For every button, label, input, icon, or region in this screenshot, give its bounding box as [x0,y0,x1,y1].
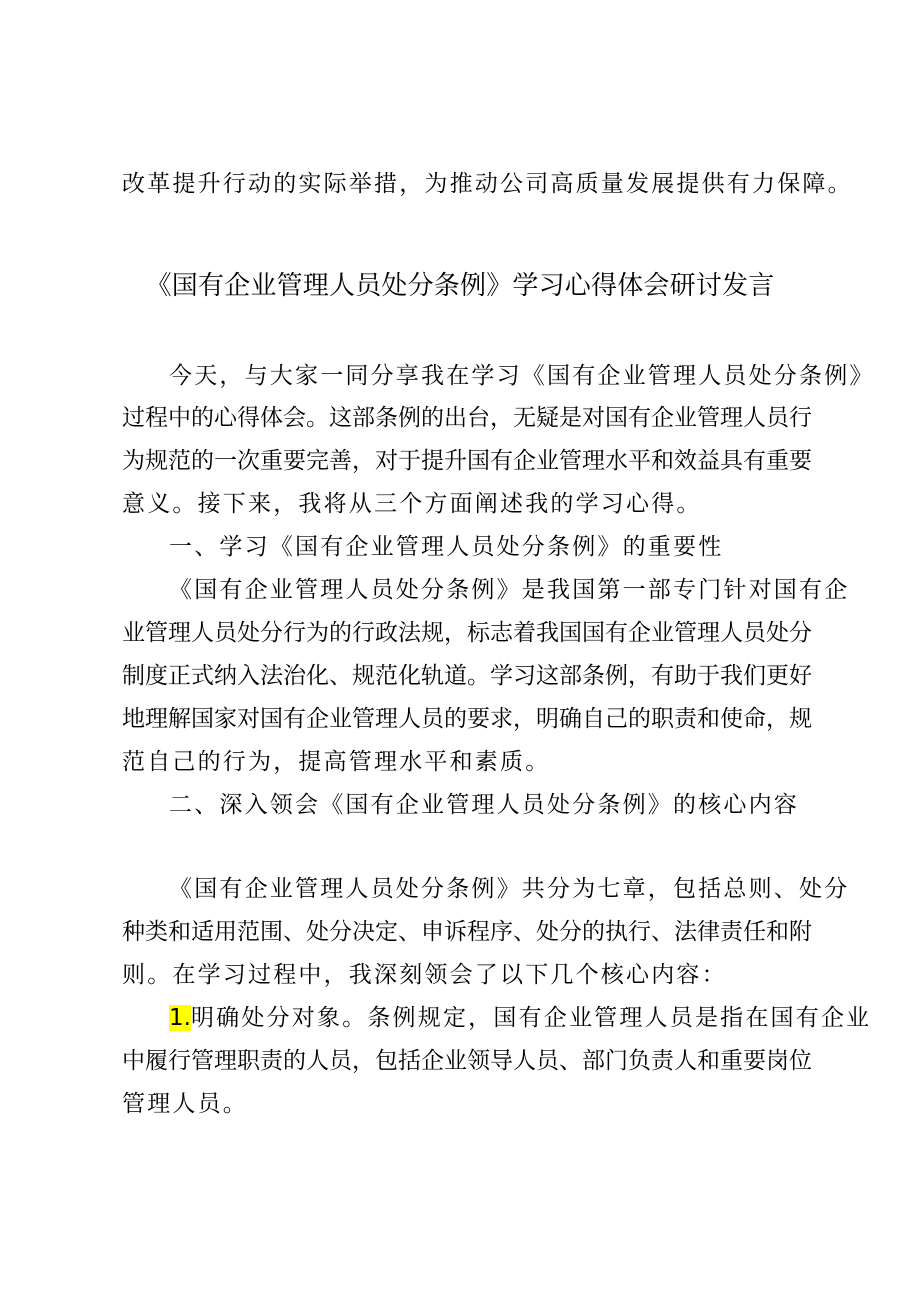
item1-line-1 [169,1002,871,1034]
item1-text: 明确处分对象。条例规定，国有企业管理人员是指在国有企业 [190,1005,872,1031]
intro-line-4: 意义。接下来，我将从三个方面阐述我的学习心得。 [122,491,702,517]
item1-line-2: 中履行管理职责的人员，包括企业领导人员、部门负责人和重要岗位 [122,1048,812,1074]
section2-line-3: 则。在学习过程中，我深刻领会了以下几个核心内容： [122,962,727,988]
item1-number-highlight: 1. [169,1005,191,1031]
section1-line-1: 《国有企业管理人员处分条例》是我国第一部专门针对国有企 [169,577,850,603]
item1-line-3: 管理人员。 [122,1091,248,1117]
section1-line-2: 业管理人员处分行为的行政法规，标志着我国国有企业管理人员处分 [122,620,812,646]
intro-line-1: 今天，与大家一同分享我在学习《国有企业管理人员处分条例》 [169,363,875,389]
document-title: 《国有企业管理人员处分条例》学习心得体会研讨发言 [145,271,775,301]
section1-line-5: 范自己的行为，提高管理水平和素质。 [122,749,551,775]
section2-heading: 二、深入领会《国有企业管理人员处分条例》的核心内容 [169,792,799,818]
section2-line-2: 种类和适用范围、处分决定、申诉程序、处分的执行、法律责任和附 [122,919,812,945]
section1-line-3: 制度正式纳入法治化、规范化轨道。学习这部条例，有助于我们更好 [122,663,812,689]
intro-line-3: 为规范的一次重要完善，对于提升国有企业管理水平和效益具有重要 [122,448,812,474]
section1-line-4: 地理解国家对国有企业管理人员的要求，明确自己的职责和使命，规 [122,706,812,732]
section1-heading: 一、学习《国有企业管理人员处分条例》的重要性 [169,534,724,560]
section2-line-1: 《国有企业管理人员处分条例》共分为七章，包括总则、处分 [169,876,850,902]
carryover-line: 改革提升行动的实际举措，为推动公司高质量发展提供有力保障。 [122,171,853,197]
intro-line-2: 过程中的心得体会。这部条例的出台，无疑是对国有企业管理人员行 [122,405,812,431]
